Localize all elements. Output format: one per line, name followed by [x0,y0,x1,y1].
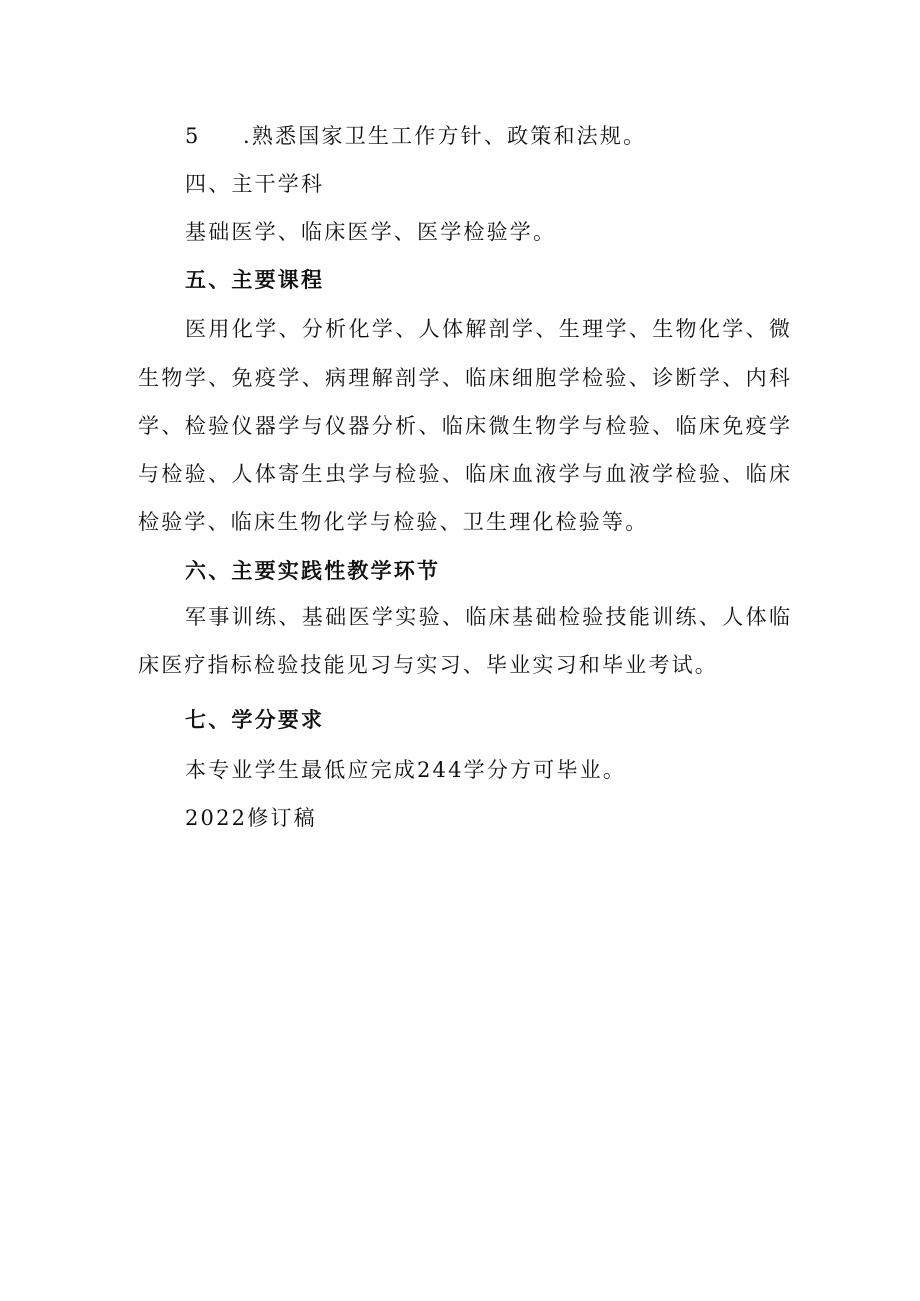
item-5 [185,122,646,150]
section-5-heading: 五、主要课程 [185,268,325,292]
item-5-number: 5 [185,124,201,148]
section-6-line-1: 军事训练、基础医学实验、临床基础检验技能训练、人体临 [185,605,790,629]
section-5-line-1: 医用化学、分析化学、人体解剖学、生理学、生物化学、微 [185,317,790,341]
section-6-heading: 六、主要实践性教学环节 [185,559,441,583]
section-5-line-3: 学、检验仪器学与仪器分析、临床微生物学与检验、临床免疫学 [138,414,790,438]
section-5-line-5: 检验学、临床生物化学与检验、卫生理化检验等。 [138,510,649,534]
item-5-text: .熟悉国家卫生工作方针、政策和法规。 [243,124,647,148]
section-4-body: 基础医学、临床医学、医学检验学。 [185,220,557,244]
section-5-line-4: 与检验、人体寄生虫学与检验、临床血液学与血液学检验、临床 [138,462,790,486]
section-4-heading: 四、主干学科 [185,172,325,196]
section-6-line-2: 床医疗指标检验技能见习与实习、毕业实习和毕业考试。 [138,653,718,677]
section-7-heading: 七、学分要求 [185,708,325,732]
section-7-body: 本专业学生最低应完成244学分方可毕业。 [185,758,627,782]
section-5-line-2: 生物学、免疫学、病理解剖学、临床细胞学检验、诊断学、内科 [138,366,790,390]
revision-note: 2022修订稿 [185,806,317,830]
